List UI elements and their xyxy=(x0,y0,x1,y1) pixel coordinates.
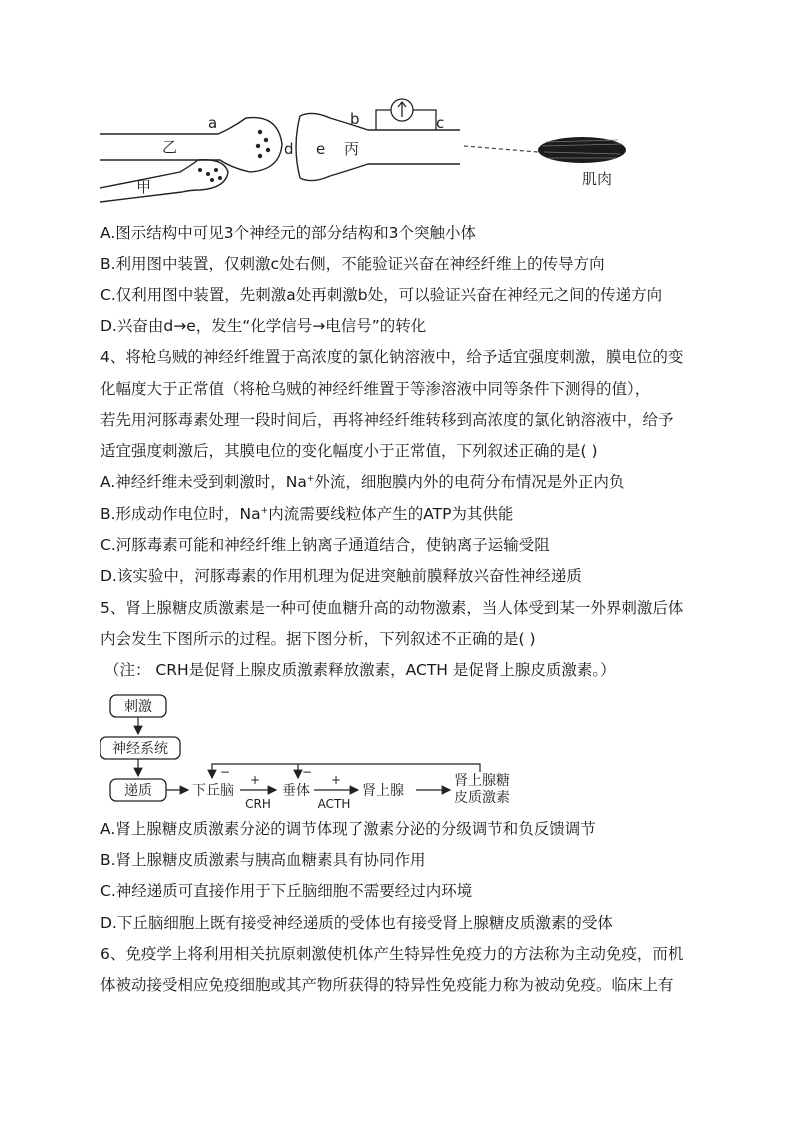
q4-option-a xyxy=(100,471,624,493)
muscle-icon xyxy=(538,137,626,163)
q6-stem-2: 体被动接受相应免疫细胞或其产物所获得的特异性免疫能力称为被动免疫。临床上有 xyxy=(100,976,674,994)
flow-acth: ACTH xyxy=(317,797,351,811)
label-muscle: 肌肉 xyxy=(582,170,613,188)
q4-stem-1: 4、将枪乌贼的神经纤维置于高浓度的氯化钠溶液中，给予适宜强度刺激，膜电位的变 xyxy=(100,348,684,366)
neuron-yi-axon xyxy=(100,118,282,172)
flow-hormone-1: 肾上腺糖 xyxy=(454,773,510,789)
q4-stem-3: 若先用河豚毒素处理一段时间后，再将神经纤维转移到高浓度的氯化钠溶液中，给予 xyxy=(100,411,674,429)
flow-stimulus: 刺激 xyxy=(124,699,152,715)
flow-nervous: 神经系统 xyxy=(112,741,168,757)
label-bing: 丙 xyxy=(344,140,360,158)
flow-hormone-2: 皮质激素 xyxy=(454,790,510,806)
q4-option-a-post: 外流，细胞膜内外的电荷分布情况是外正内负 xyxy=(314,473,625,491)
q5-option-b: B.肾上腺糖皮质激素与胰高血糖素具有协同作用 xyxy=(100,851,426,869)
label-jia: 甲 xyxy=(136,178,152,196)
hormone-flowchart xyxy=(100,692,520,812)
q4-option-c: C.河豚毒素可能和神经纤维上钠离子通道结合，使钠离子运输受阻 xyxy=(100,536,550,554)
q4-stem-4: 适宜强度刺激后，其膜电位的变化幅度小于正常值，下列叙述正确的是( ) xyxy=(100,442,598,460)
flow-hypothalamus: 下丘脑 xyxy=(192,783,234,799)
q3-option-c: C.仅利用图中装置，先刺激a处再刺激b处，可以验证兴奋在神经元之间的传递方向 xyxy=(100,286,663,304)
q5-option-a: A.肾上腺糖皮质激素分泌的调节体现了激素分泌的分级调节和负反馈调节 xyxy=(100,820,596,838)
label-e: e xyxy=(316,140,326,158)
q5-note: （注： CRH是促肾上腺皮质激素释放激素，ACTH 是促肾上腺皮质激素。） xyxy=(104,661,616,679)
flow-plus-2: + xyxy=(330,773,342,787)
neuron-jia-axon xyxy=(100,160,228,202)
q4-option-b-sup: + xyxy=(260,505,269,516)
q4-option-a-pre: A.神经纤维未受到刺激时，Na xyxy=(100,473,307,491)
q5-option-d: D.下丘脑细胞上既有接受神经递质的受体也有接受肾上腺糖皮质激素的受体 xyxy=(100,914,613,932)
q5-stem-2: 内会发生下图所示的过程。据下图分析，下列叙述不正确的是( ) xyxy=(100,630,536,648)
flow-transmitter: 递质 xyxy=(124,783,152,799)
flow-adrenal: 肾上腺 xyxy=(362,783,404,799)
q3-option-d: D.兴奋由d→e，发生“化学信号→电信号”的转化 xyxy=(100,317,427,335)
q3-option-b: B.利用图中装置，仅刺激c处右侧，不能验证兴奋在神经纤维上的传导方向 xyxy=(100,255,605,273)
q6-stem-1: 6、免疫学上将利用相关抗原刺激使机体产生特异性免疫力的方法称为主动免疫，而机 xyxy=(100,945,684,963)
q4-option-b xyxy=(100,503,513,525)
flow-plus-1: + xyxy=(249,773,261,787)
q5-option-c: C.神经递质可直接作用于下丘脑细胞不需要经过内环境 xyxy=(100,882,473,900)
dashed-connection xyxy=(464,146,538,152)
flow-pituitary: 垂体 xyxy=(282,783,310,799)
label-b: b xyxy=(350,110,360,128)
flow-minus-1: − xyxy=(220,765,231,779)
vesicles-yi xyxy=(256,130,270,158)
label-d: d xyxy=(284,140,294,158)
q4-option-a-sup: + xyxy=(306,473,315,484)
neuron-synapse-diagram xyxy=(100,92,660,204)
flow-crh: CRH xyxy=(245,797,271,811)
q4-stem-2: 化幅度大于正常值（将枪乌贼的神经纤维置于等渗溶液中同等条件下测得的值）， xyxy=(100,380,651,398)
label-c: c xyxy=(436,114,445,132)
q5-stem-1: 5、肾上腺糖皮质激素是一种可使血糖升高的动物激素，当人体受到某一外界刺激后体 xyxy=(100,599,684,617)
label-a: a xyxy=(208,114,218,132)
vesicles-jia xyxy=(198,168,222,182)
q3-option-a: A.图示结构中可见3个神经元的部分结构和3个突触小体 xyxy=(100,224,476,242)
q4-option-b-pre: B.形成动作电位时，Na xyxy=(100,505,261,523)
q4-option-b-post: 内流需要线粒体产生的ATP为其供能 xyxy=(268,505,514,523)
label-yi: 乙 xyxy=(162,138,178,156)
q4-option-d: D.该实验中，河豚毒素的作用机理为促进突触前膜释放兴奋性神经递质 xyxy=(100,567,582,585)
flow-minus-2: − xyxy=(302,765,313,779)
